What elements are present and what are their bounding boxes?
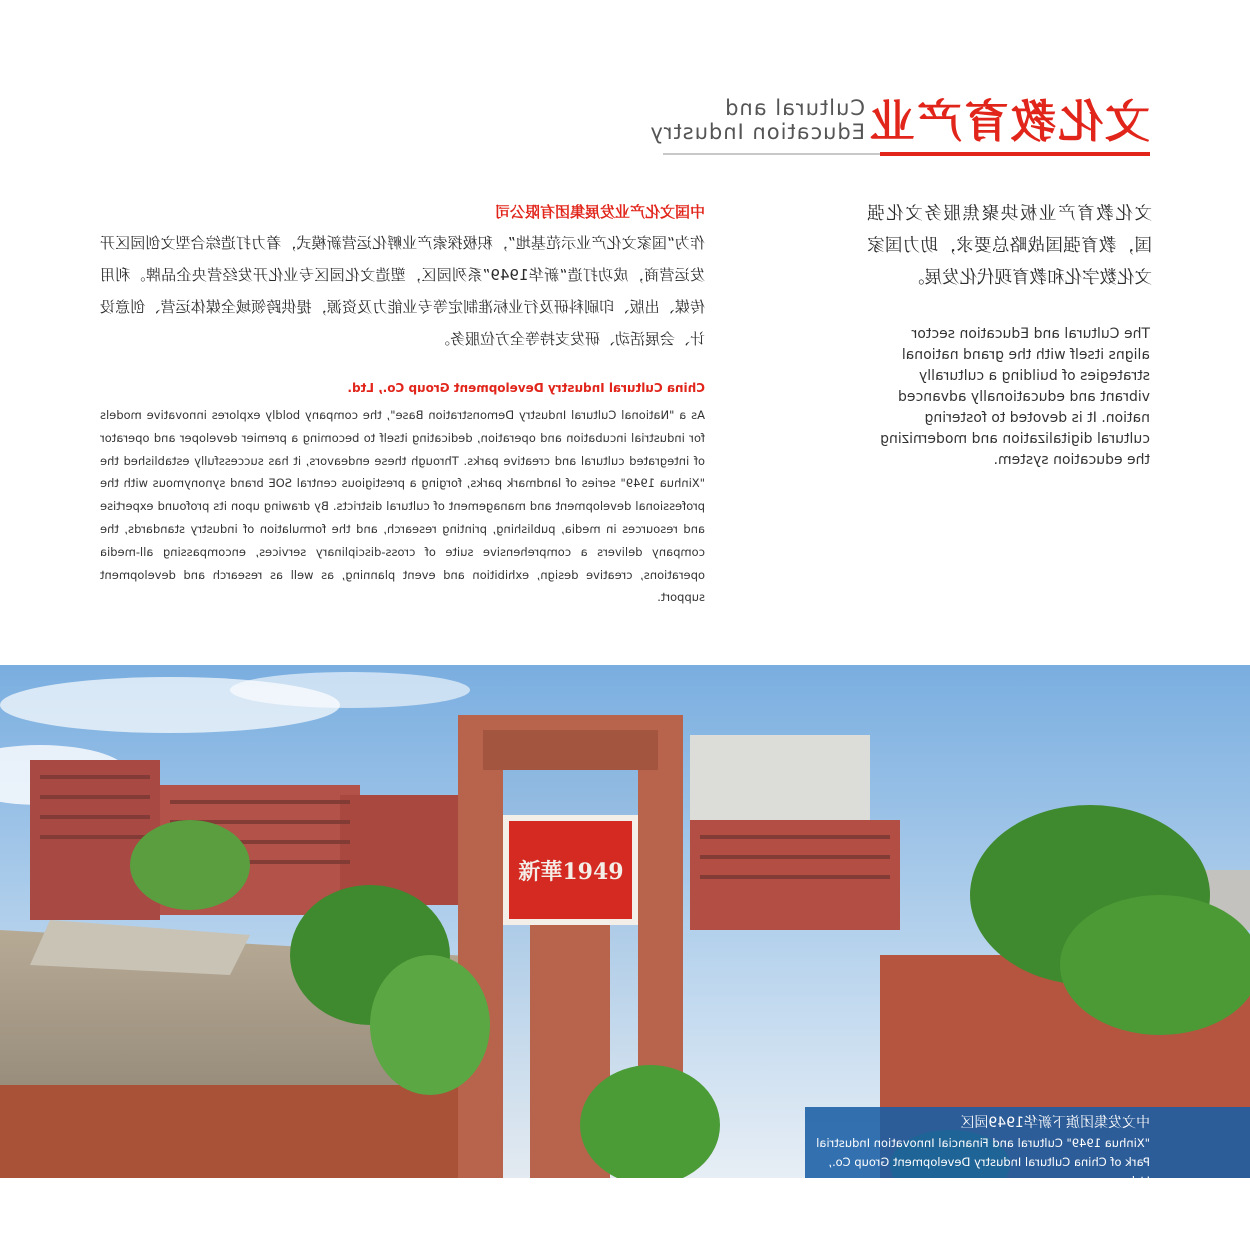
company-title-english: China Cultural Industry Development Group Co., Ltd.	[347, 381, 705, 395]
intro-chinese: 文化教育产业板块聚焦服务文化强国，教育强国战略总要求，助力国家文化数字化和教育现代化发展。	[867, 204, 1152, 288]
page-subtitle	[649, 96, 865, 144]
title-underline	[663, 153, 880, 155]
photo-caption-english: "Xinhua 1949" Cultural and Financial Innovation Industrial Park of China Cultural Industry Development Group Co., Ltd.	[816, 1136, 1150, 1188]
cloud	[230, 672, 470, 708]
intro-english: The Cultural and Education sector aligns itself with the grand national strategies of building a culturally vibrant and educationally advanced nation. It is devoted to fostering cultural digitalization and modernizing the education system.	[880, 326, 1150, 468]
subtitle-line-2: Education Industry	[649, 120, 865, 144]
company-body-english: As a "National Cultural Industry Demonstration Base", the company boldly explores innovative models for industrial incubation and operation, dedicating itself to becoming a premier developer and operator of integrated cultural and creative parks. Through these endeavors, it has successfully established the "Xinhua 1949" series of landmark parks, forging a prestigious central SOE brand synonymous with the professional development and management of cultural districts. By drawing upon its profound expertise and resources in media, publishing, printing research, and the formulation of industry standards, the company delivers a comprehensive suite of cross-disciplinary services, encompassing all-media operations, creative design, exhibition and event planning, as well as research and development support.	[100, 408, 705, 605]
page-title: 文化教育产业	[867, 95, 1150, 148]
seal-text: 新華1949	[518, 859, 624, 885]
park-photo	[0, 665, 1250, 1178]
photo-caption-chinese: 中文发集团旗下新华1949园区	[960, 1115, 1150, 1131]
company-body-chinese: 作为“国家文化产业示范基地”，积极探索产业孵化运营新模式，着力打造综合型文创园区开发运营商，成功打造“新华1949”系列园区，塑造文化园区专业化开发经营央企品牌。利用传媒、出版、印刷科研及行业标准制定等专业能力及资源，提供跨领域全媒体运营、创意设计、会展活动、研发支持等全方位服务。	[100, 234, 705, 348]
company-title-chinese: 中国文化产业发展集团有限公司	[494, 203, 705, 221]
park-illustration	[0, 665, 1250, 1178]
subtitle-line-1: Cultural and	[724, 96, 865, 120]
title-underline-accent	[880, 152, 1150, 156]
